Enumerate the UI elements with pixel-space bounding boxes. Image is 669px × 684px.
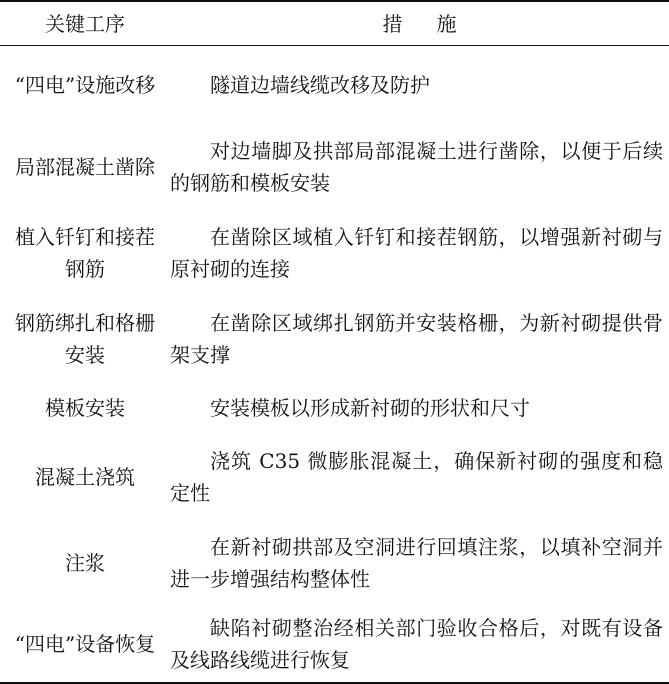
header-measures: 措施: [382, 11, 491, 36]
row-step: 植入钎钉和接茬钢筋: [15, 225, 155, 281]
row-step: 局部混凝土凿除: [15, 155, 155, 179]
row-measure: 对边墙脚及拱部局部混凝土进行凿除，以便于后续的钢筋和模板安装: [170, 139, 663, 195]
table-header: [0, 1, 669, 46]
row-step: 注浆: [65, 551, 105, 575]
row-measure: 浇筑 C35 微膨胀混凝土，确保新衬砌的强度和稳定性: [170, 449, 663, 505]
row-step: “四电”设施改移: [14, 73, 156, 97]
row-measure: 在凿除区域绑扎钢筋并安装格栅，为新衬砌提供骨架支撑: [170, 311, 663, 367]
table-row: [0, 296, 669, 382]
table-row: [0, 434, 669, 520]
table-row: [0, 382, 669, 434]
header-row: [0, 1, 669, 46]
table-body: [0, 46, 669, 684]
row-measure: 在凿除区域植入钎钉和接茬钢筋，以增强新衬砌与原衬砌的连接: [170, 225, 663, 281]
row-step: “四电”设备恢复: [14, 632, 156, 656]
row-measure: 在新衬砌拱部及空洞进行回填注浆，以填补空洞并进一步增强结构整体性: [170, 535, 663, 591]
table-row: [0, 46, 669, 125]
table-row: [0, 210, 669, 296]
table-row: [0, 520, 669, 606]
row-measure: 安装模板以形成新衬砌的形状和尺寸: [210, 396, 530, 420]
table-row: [0, 606, 669, 683]
table-row: [0, 124, 669, 210]
row-step: 钢筋绑扎和格栅安装: [15, 311, 155, 367]
row-step: 混凝土浇筑: [35, 465, 135, 489]
row-measure: 缺陷衬砌整治经相关部门验收合格后，对既有设备及线路线缆进行恢复: [170, 616, 663, 672]
row-step: 模板安装: [45, 396, 125, 420]
header-key-process: 关键工序: [45, 11, 125, 36]
row-measure: 隧道边墙线缆改移及防护: [210, 73, 430, 97]
